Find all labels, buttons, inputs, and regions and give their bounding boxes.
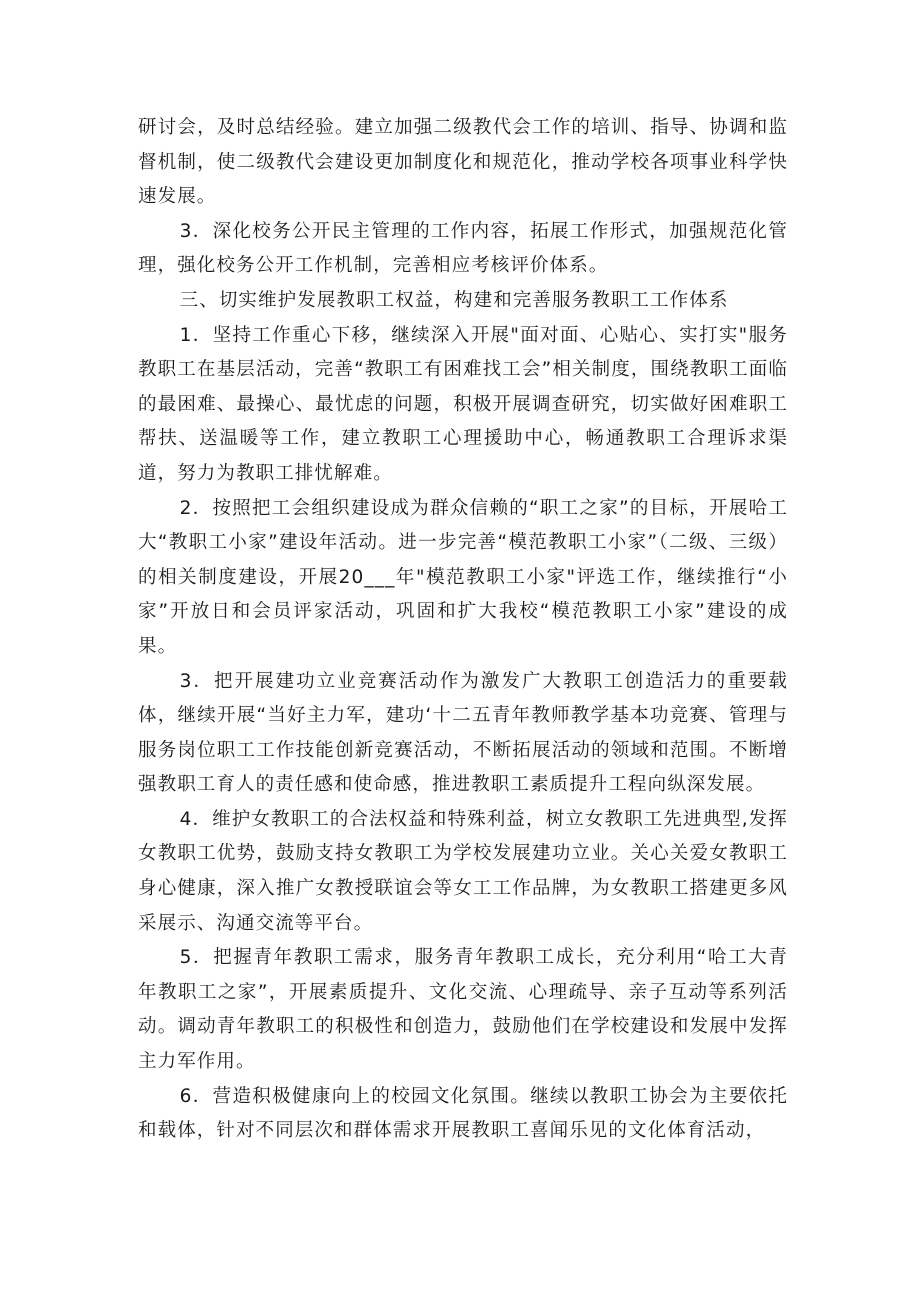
document-body: [138, 111, 788, 1149]
paragraph-item-3-campus-affairs: 3．深化校务公开民主管理的工作内容，拓展工作形式，加强规范化管理，强化校务公开工作机制，完善相应考核评价体系。: [138, 220, 788, 277]
section-heading-3: 三、切实维护发展教职工权益，构建和完善服务教职工工作体系: [179, 289, 729, 311]
paragraph-item-4: 4．维护女教职工的合法权益和特殊利益，树立女教职工先进典型,发挥女教职工优势，鼓励支持女教职工为学校发展建功立业。关心关爱女教职工身心健康，深入推广女教授联谊会等女工工作品牌，为女教职工搭建更多风采展示、沟通交流等平台。: [138, 808, 788, 934]
paragraph-item-5: 5．把握青年教职工需求，服务青年教职工成长，充分利用“哈工大青年教职工之家”，开展素质提升、文化交流、心理疏导、亲子互动等系列活动。调动青年教职工的积极性和创造力，鼓励他们在学校建设和发展中发挥主力军作用。: [138, 947, 788, 1073]
paragraph-item-6: 6．营造积极健康向上的校园文化氛围。继续以教职工协会为主要依托和载体，针对不同层次和群体需求开展教职工喜闻乐见的文化体育活动，: [138, 1085, 788, 1142]
paragraph-item-1: 1．坚持工作重心下移，继续深入开展"面对面、心贴心、实打实"服务教职工在基层活动，完善“教职工有困难找工会”相关制度，围绕教职工面临的最困难、最操心、最忧虑的问题，积极开展调查研究，切实做好困难职工帮扶、送温暖等工作，建立教职工心理援助中心，畅通教职工合理诉求渠道，努力为教职工排忧解难。: [138, 324, 788, 484]
paragraph-item-2: 2．按照把工会组织建设成为群众信赖的“职工之家”的目标，开展哈工大“教职工小家”建设年活动。进一步完善“模范教职工小家”（二级、三级）的相关制度建设，开展20___年"模范教职工小家"评选工作，继续推行“小家”开放日和会员评家活动，巩固和扩大我校“模范教职工小家”建设的成果。: [138, 497, 788, 657]
paragraph-continued-seminar: 研讨会，及时总结经验。建立加强二级教代会工作的培训、指导、协调和监督机制，使二级教代会建设更加制度化和规范化，推动学校各项事业科学快速发展。: [138, 117, 788, 208]
paragraph-item-3: 3．把开展建功立业竞赛活动作为激发广大教职工创造活力的重要载体，继续开展“当好主力军，建功‘十二五青年教师教学基本功竞赛、管理与服务岗位职工工作技能创新竞赛活动，不断拓展活动的领域和范围。不断增强教职工育人的责任感和使命感，推进教职工素质提升工程向纵深发展。: [138, 670, 788, 796]
